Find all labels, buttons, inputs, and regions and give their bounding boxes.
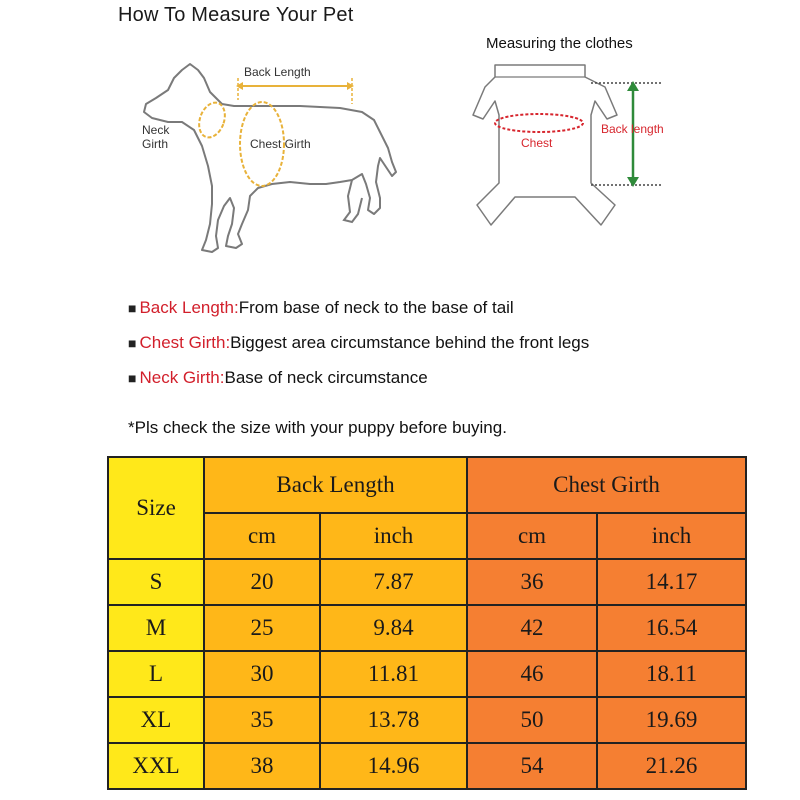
table-row <box>108 743 746 789</box>
bullet-icon: ■ <box>128 335 137 351</box>
bullet-icon: ■ <box>128 370 137 386</box>
note-key: Back Length: <box>139 298 239 317</box>
back-inch-unit: inch <box>320 513 467 559</box>
back-inch-cell: 11.81 <box>320 651 467 697</box>
neck-label-line1: Neck <box>142 123 170 137</box>
clothes-chest-label: Chest <box>521 136 553 150</box>
size-cell: M <box>108 605 204 651</box>
size-cell: XL <box>108 697 204 743</box>
size-cell: XXL <box>108 743 204 789</box>
clothes-measurement-illustration <box>455 55 695 235</box>
clothes-back-length-label: Back length <box>601 122 664 136</box>
chest-cm-cell: 50 <box>467 697 597 743</box>
chest-inch-unit: inch <box>597 513 746 559</box>
back-inch-cell: 7.87 <box>320 559 467 605</box>
measurement-notes <box>128 297 589 402</box>
note-neck-girth <box>128 367 589 402</box>
table-row <box>108 697 746 743</box>
chest-inch-cell: 19.69 <box>597 697 746 743</box>
size-cell: S <box>108 559 204 605</box>
sizing-tip: *Pls check the size with your puppy before buying. <box>128 418 507 437</box>
dog-measurement-illustration <box>130 48 420 273</box>
chest-cm-unit: cm <box>467 513 597 559</box>
note-desc: Biggest area circumstance behind the front legs <box>230 333 590 352</box>
back-cm-cell: 20 <box>204 559 320 605</box>
back-cm-cell: 35 <box>204 697 320 743</box>
table-row <box>108 559 746 605</box>
note-key: Chest Girth: <box>139 333 231 352</box>
note-key: Neck Girth: <box>139 368 225 387</box>
clothes-title: Measuring the clothes <box>486 35 633 52</box>
back-length-header: Back Length <box>204 457 467 513</box>
size-cell: L <box>108 651 204 697</box>
back-inch-cell: 13.78 <box>320 697 467 743</box>
table-unit-row <box>108 513 746 559</box>
back-inch-cell: 9.84 <box>320 605 467 651</box>
size-chart-table <box>107 456 747 790</box>
chest-cm-cell: 46 <box>467 651 597 697</box>
chest-inch-cell: 18.11 <box>597 651 746 697</box>
chest-cm-cell: 42 <box>467 605 597 651</box>
back-cm-unit: cm <box>204 513 320 559</box>
note-desc: Base of neck circumstance <box>224 368 428 387</box>
table-header-row <box>108 457 746 513</box>
chest-inch-cell: 21.26 <box>597 743 746 789</box>
back-cm-cell: 38 <box>204 743 320 789</box>
table-row <box>108 605 746 651</box>
table-row <box>108 651 746 697</box>
note-desc: From base of neck to the base of tail <box>238 298 514 317</box>
note-chest-girth <box>128 332 589 367</box>
chest-cm-cell: 54 <box>467 743 597 789</box>
back-inch-cell: 14.96 <box>320 743 467 789</box>
chest-girth-header: Chest Girth <box>467 457 746 513</box>
back-cm-cell: 25 <box>204 605 320 651</box>
page-title: How To Measure Your Pet <box>118 4 354 26</box>
dog-silhouette <box>144 64 396 252</box>
chest-girth-label: Chest Girth <box>250 137 311 151</box>
size-header: Size <box>108 457 204 559</box>
chest-cm-cell: 36 <box>467 559 597 605</box>
chest-inch-cell: 14.17 <box>597 559 746 605</box>
note-back-length <box>128 297 589 332</box>
neck-label-line2: Girth <box>142 137 169 151</box>
back-length-label: Back Length <box>244 65 311 79</box>
bullet-icon: ■ <box>128 300 137 316</box>
back-cm-cell: 30 <box>204 651 320 697</box>
chest-inch-cell: 16.54 <box>597 605 746 651</box>
